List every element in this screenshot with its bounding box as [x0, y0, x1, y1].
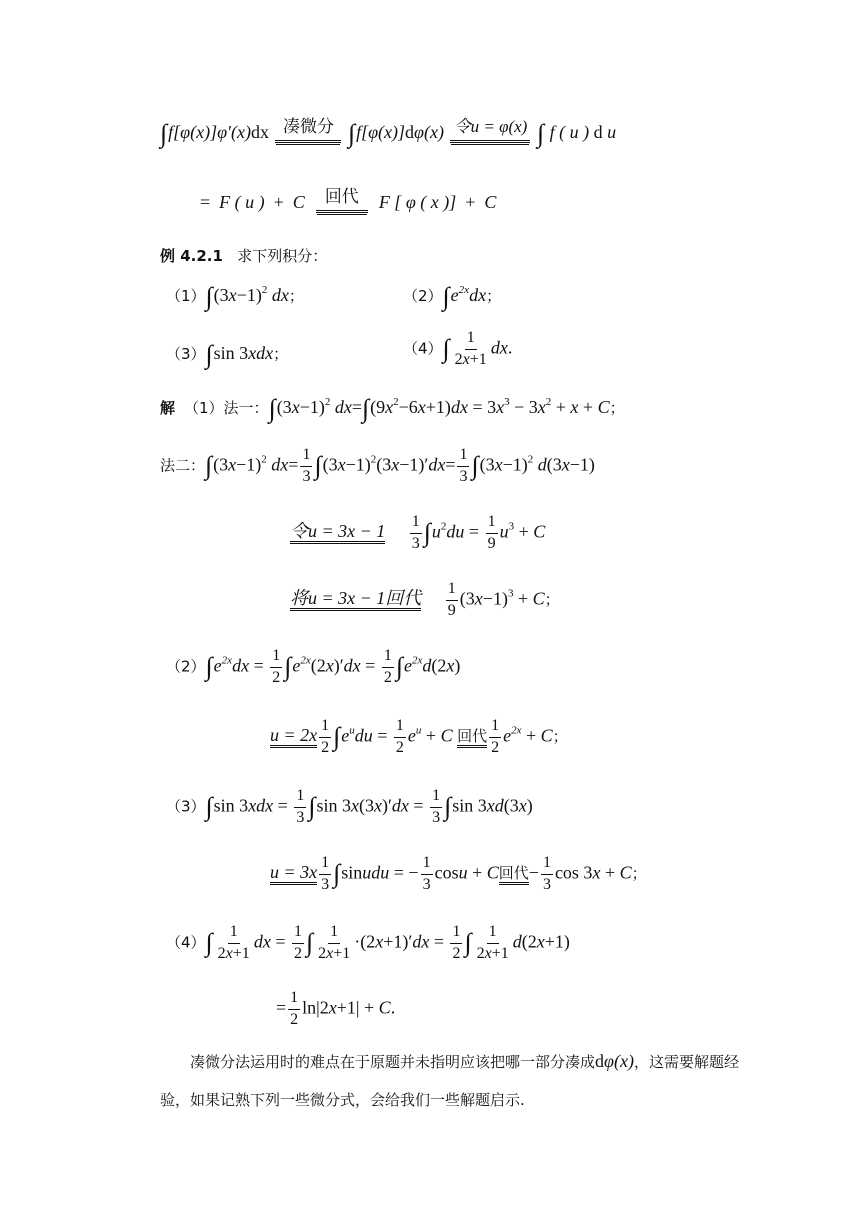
problem-3: （3）∫sin 3xdx；: [166, 340, 289, 369]
back-sub-label: 将u = 3x − 1回代: [290, 589, 421, 611]
example-heading: 例 4.2.1 求下列积分：: [160, 247, 328, 265]
paragraph-line-1: 凑微分法运用时的难点在于原题并未指明应该把哪一部分凑成dφ(x)，这需要解题经: [190, 1051, 739, 1071]
solution-1-method-2: 法二：$\int(3x-1)^2$ dx= $\frac{1}{3}$ $\int(3x-1)^2(3x-1)'dx=$ $\frac{1}{3}$ $\int(3x-1)^2$ d(3x−1): [160, 446, 595, 485]
problem-4: （4）∫ $\frac{1}{2x+1}$ dx.: [403, 329, 513, 368]
paragraph-line-2: 验，如果记熟下列一些微分式，会给我们一些解题启示.: [160, 1091, 525, 1109]
solution-2-line-2: u = 2x $\frac{1}{2}$ $\int e^udu$ = $\frac{1}{2}$ $e^u + C$ 回代 $\frac{1}{2}$ $e^{2x} + C$；: [270, 717, 568, 756]
arrow-let-u: 令u = φ(x): [450, 118, 530, 143]
let-u-label: 令u = 3x − 1: [290, 522, 385, 544]
solution-1-method-1: 解 （1）法一：$\int(3x-1)^2$ $dx=\int(9x^2-6x+1)dx = 3x^3 - 3x^2 + x + C$；: [160, 394, 625, 423]
problem-1: $(1)\int(3x-1)^2$ dx；: [166, 282, 304, 311]
solution-4-line-1: （4）∫ $\frac{1}{2x+1}$ dx = $\frac{1}{2}$ ∫ $\frac{1}{2x+1}$ ·(2x+1)′dx = $\frac{1}{2}$ ∫ $\frac{1}{2x+1}$ d(2x+1): [166, 923, 570, 962]
formula-substitution-line1: ∫f[φ(x)]φ′(x)dx 凑微分 ∫f[φ(x)]dφ(x) 令u = φ(x) ∫ f ( u ) d u: [160, 117, 617, 148]
arrow-coupled-differential: 凑微分: [275, 118, 341, 143]
solution-3-line-2: u = 3x $\frac{1}{3}$ ∫sinudu = − $\frac{1}{3}$ cosu + C回代− $\frac{1}{3}$ cos 3x + C；: [270, 854, 647, 893]
solution-3-line-1: （3）∫sin 3xdx = $\frac{1}{3}$ ∫sin 3x(3x)′dx = $\frac{1}{3}$ ∫sin 3xd(3x): [166, 787, 533, 826]
problem-2: $(2)\int e^{2x}dx$；: [403, 282, 502, 311]
solution-2-line-1: $(2)\int e^{2x}dx$ = $\frac{1}{2}$ $\int e^{2x}(2x)'dx$ = $\frac{1}{2}$ $\int e^{2x}d(2x)$: [166, 647, 461, 686]
arrow-back-substitute: 回代: [316, 188, 368, 213]
solution-1-let-u: 令u = 3x − 1 $\frac{1}{3}$ $\int u^2du$ = $\frac{1}{9}$ $u^3 + C$: [290, 513, 546, 552]
solution-1-back-substitute: 将u = 3x − 1回代 $\frac{1}{9}$ $(3x-1)^3 + C$；: [290, 580, 560, 619]
solution-4-line-2: = $\frac{1}{2}$ ln|2x+1| + C.: [276, 989, 396, 1028]
formula-substitution-line2: = F ( u ) + C 回代 F [ φ ( x )] + C: [200, 187, 497, 212]
